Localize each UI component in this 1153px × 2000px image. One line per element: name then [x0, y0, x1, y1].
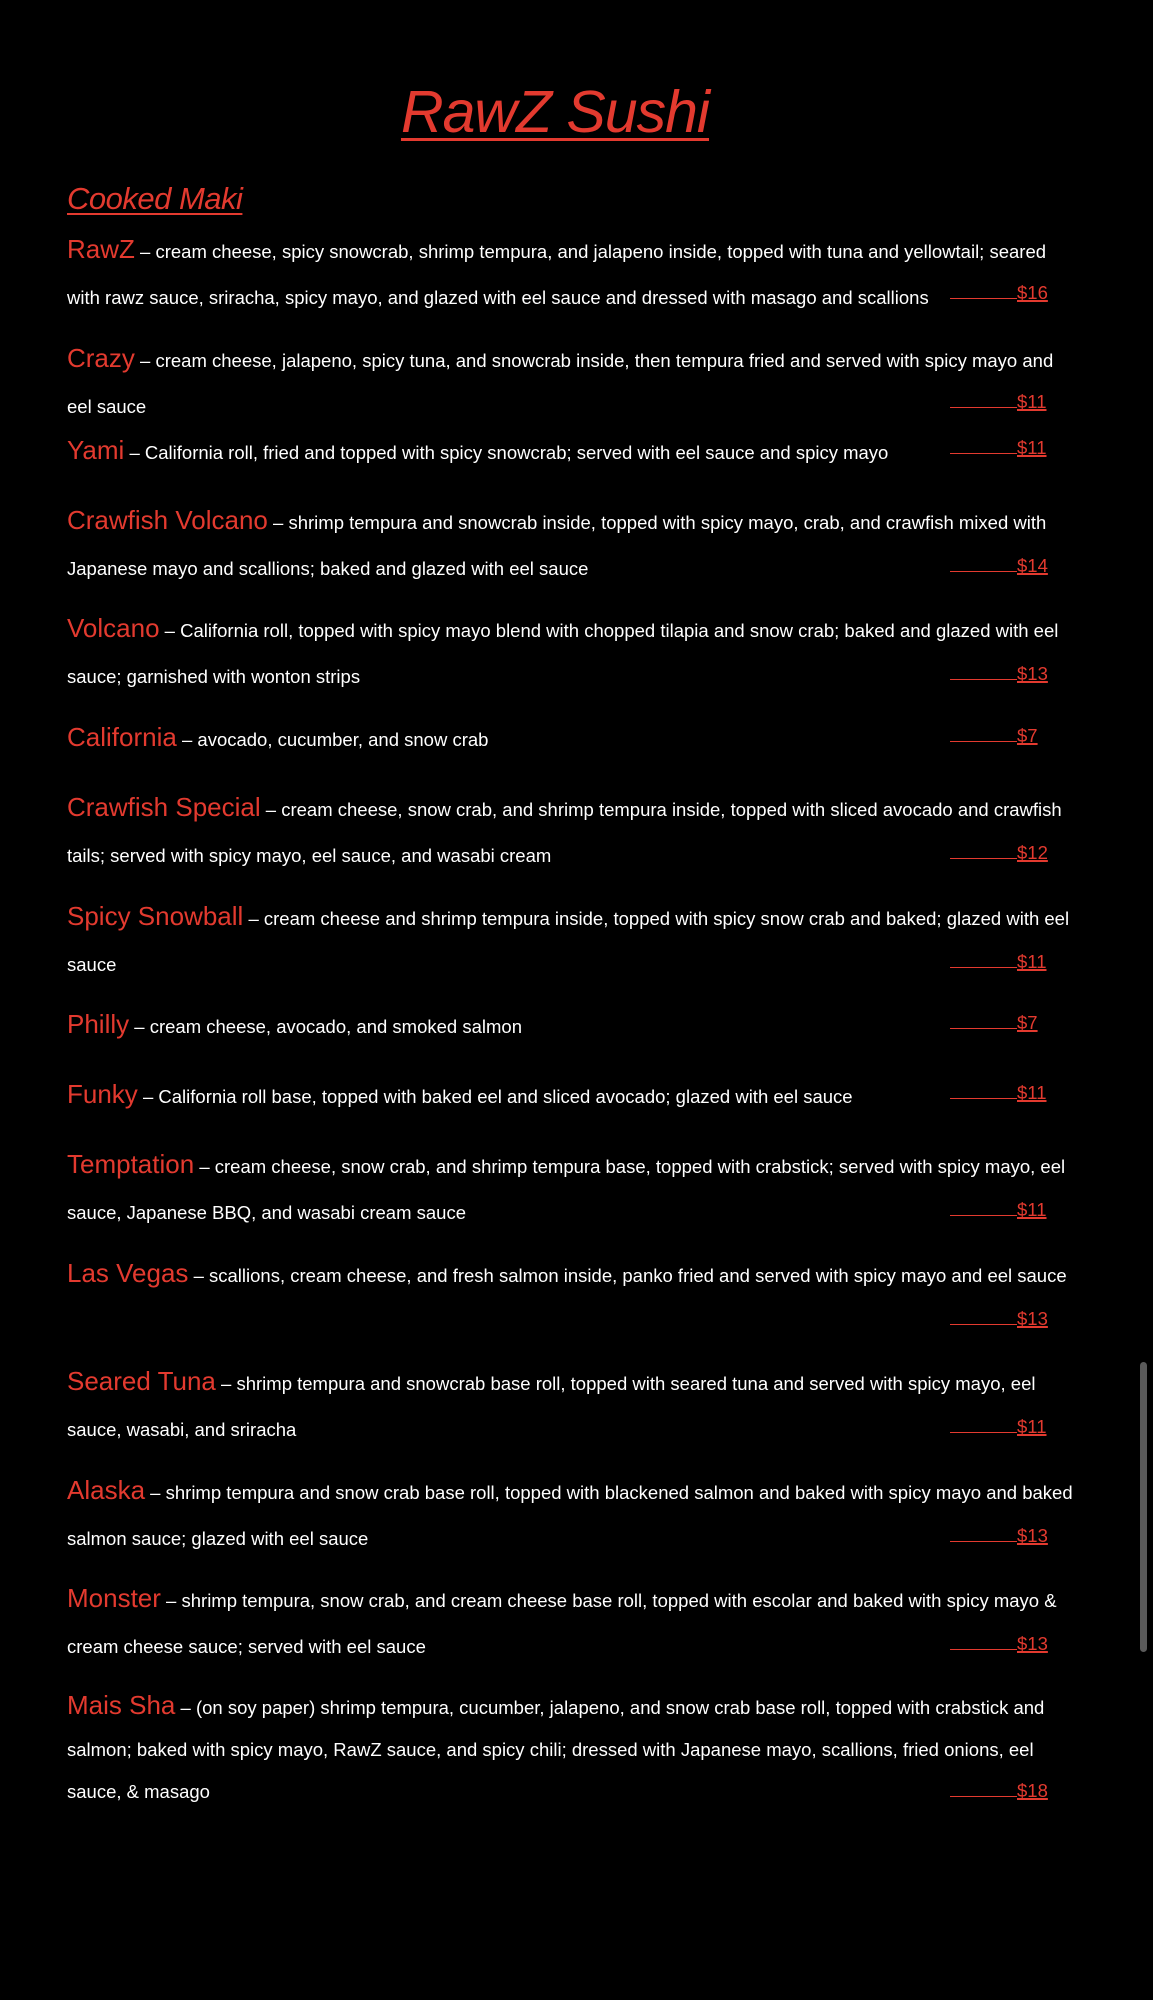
menu-item-description: cream cheese, snow crab, and shrimp tempura inside, topped with sliced avocado and crawfish tails; served with spicy mayo, eel sauce, and wasabi cream	[67, 799, 1062, 866]
menu-item-price: $7	[950, 725, 1050, 747]
menu-item-price: $16	[950, 282, 1050, 304]
menu-item-name: Monster	[67, 1583, 161, 1613]
vertical-scrollbar[interactable]	[1140, 1362, 1147, 1652]
menu-item-price: $11	[950, 1416, 1050, 1438]
menu-item: Crawfish Special – cream cheese, snow crab, and shrimp tempura inside, topped with sliced avocado and crawfish tails; served with spicy mayo, eel sauce, and wasabi cream	[67, 792, 1062, 866]
restaurant-title: RawZ Sushi	[400, 79, 710, 145]
menu-item-description: California roll, fried and topped with spicy snowcrab; served with eel sauce and spicy mayo	[144, 442, 889, 463]
menu-item-name: Volcano	[67, 613, 160, 643]
menu-item: Yami – California roll, fried and topped with spicy snowcrab; served with eel sauce and spicy mayo	[67, 435, 889, 465]
menu-item-description: California roll base, topped with baked eel and sliced avocado; glazed with eel sauce	[158, 1086, 853, 1107]
menu-item-price: $11	[950, 391, 1050, 413]
menu-item: Funky – California roll base, topped with baked eel and sliced avocado; glazed with eel sauce	[67, 1079, 853, 1109]
menu-item-description: cream cheese and shrimp tempura inside, topped with spicy snow crab and baked; glazed with eel sauce	[67, 908, 1070, 975]
menu-item: Mais Sha – (on soy paper) shrimp tempura, cucumber, jalapeno, and snow crab base roll, topped with crabstick and salmon; baked with spicy mayo, RawZ sauce, and spicy chili; dressed with Japanese mayo, scallions, fried onions, eel sauce, & masago	[67, 1690, 1045, 1802]
menu-item: Monster – shrimp tempura, snow crab, and cream cheese base roll, topped with escolar and baked with spicy mayo & cream cheese sauce; served with eel sauce	[67, 1583, 1057, 1657]
menu-item-price: $13	[950, 663, 1050, 685]
menu-item-description: (on soy paper) shrimp tempura, cucumber, jalapeno, and snow crab base roll, topped with crabstick and salmon; baked with spicy mayo, RawZ sauce, and spicy chili; dressed with Japanese mayo, scallions, fried onions, eel sauce, & masago	[67, 1697, 1045, 1802]
menu-item-name: Funky	[67, 1079, 138, 1109]
menu-item-price: $11	[950, 1082, 1050, 1104]
menu-item-price: $13	[950, 1308, 1050, 1330]
menu-item-name: Temptation	[67, 1149, 195, 1179]
menu-item: Las Vegas – scallions, cream cheese, and fresh salmon inside, panko fried and served with spicy mayo and eel sauce	[67, 1258, 1067, 1288]
menu-item: Philly – cream cheese, avocado, and smoked salmon	[67, 1009, 522, 1039]
menu-item-description: shrimp tempura and snowcrab inside, topped with spicy mayo, crab, and crawfish mixed with Japanese mayo and scallions; baked and glazed with eel sauce	[67, 512, 1047, 579]
menu-item: RawZ – cream cheese, spicy snowcrab, shrimp tempura, and jalapeno inside, topped with tuna and yellowtail; seared with rawz sauce, sriracha, spicy mayo, and glazed with eel sauce and dressed with masago and scallions	[67, 234, 1047, 308]
menu-item-description: cream cheese, avocado, and smoked salmon	[149, 1016, 522, 1037]
menu-item-description: California roll, topped with spicy mayo blend with chopped tilapia and snow crab; baked and glazed with eel sauce; garnished with wonton strips	[67, 620, 1059, 687]
menu-item-name: RawZ	[67, 234, 135, 264]
menu-item-name: Philly	[67, 1009, 130, 1039]
menu-item-price: $12	[950, 842, 1050, 864]
menu-item-description: shrimp tempura and snowcrab base roll, topped with seared tuna and served with spicy mayo, eel sauce, wasabi, and sriracha	[67, 1373, 1036, 1440]
menu-item: Temptation – cream cheese, snow crab, and shrimp tempura base, topped with crabstick; served with spicy mayo, eel sauce, Japanese BBQ, and wasabi cream sauce	[67, 1149, 1066, 1223]
menu-item-price: $7	[950, 1012, 1050, 1034]
menu-item-description: cream cheese, snow crab, and shrimp tempura base, topped with crabstick; served with spicy mayo, eel sauce, Japanese BBQ, and wasabi cream sauce	[67, 1156, 1066, 1223]
menu-item-description: avocado, cucumber, and snow crab	[197, 729, 489, 750]
menu-item-name: Seared Tuna	[67, 1366, 216, 1396]
menu-item-price: $11	[950, 951, 1050, 973]
menu-item-description: shrimp tempura and snow crab base roll, topped with blackened salmon and baked with spicy mayo and baked salmon sauce; glazed with eel sauce	[67, 1482, 1073, 1549]
menu-item: Crawfish Volcano – shrimp tempura and snowcrab inside, topped with spicy mayo, crab, and crawfish mixed with Japanese mayo and scallions; baked and glazed with eel sauce	[67, 505, 1047, 579]
menu-item-name: Yami	[67, 435, 125, 465]
menu-item-price: $18	[950, 1780, 1050, 1802]
menu-item: Volcano – California roll, topped with spicy mayo blend with chopped tilapia and snow crab; baked and glazed with eel sauce; garnished with wonton strips	[67, 613, 1059, 687]
menu-item-name: California	[67, 722, 177, 752]
menu-item-price: $11	[950, 1199, 1050, 1221]
menu-item-price: $11	[950, 437, 1050, 459]
menu-item-name: Mais Sha	[67, 1690, 176, 1720]
menu-item-name: Crawfish Special	[67, 792, 261, 822]
menu-item: Crazy – cream cheese, jalapeno, spicy tuna, and snowcrab inside, then tempura fried and served with spicy mayo and eel sauce	[67, 343, 1054, 417]
menu-item: California – avocado, cucumber, and snow crab	[67, 722, 489, 752]
menu-item-name: Spicy Snowball	[67, 901, 244, 931]
section-heading-cooked-maki: Cooked Maki	[67, 181, 243, 216]
menu-item-description: shrimp tempura, snow crab, and cream cheese base roll, topped with escolar and baked with spicy mayo & cream cheese sauce; served with eel sauce	[67, 1590, 1057, 1657]
menu-item: Seared Tuna – shrimp tempura and snowcrab base roll, topped with seared tuna and served with spicy mayo, eel sauce, wasabi, and sriracha	[67, 1366, 1036, 1440]
menu-item: Alaska – shrimp tempura and snow crab base roll, topped with blackened salmon and baked with spicy mayo and baked salmon sauce; glazed with eel sauce	[67, 1475, 1073, 1549]
menu-item-name: Crawfish Volcano	[67, 505, 268, 535]
menu-item: Spicy Snowball – cream cheese and shrimp tempura inside, topped with spicy snow crab and baked; glazed with eel sauce	[67, 901, 1070, 975]
menu-item-name: Alaska	[67, 1475, 146, 1505]
menu-item-name: Las Vegas	[67, 1258, 189, 1288]
menu-item-name: Crazy	[67, 343, 135, 373]
menu-item-description: cream cheese, jalapeno, spicy tuna, and snowcrab inside, then tempura fried and served with spicy mayo and eel sauce	[67, 350, 1054, 417]
menu-item-description: scallions, cream cheese, and fresh salmon inside, panko fried and served with spicy mayo and eel sauce	[209, 1265, 1067, 1286]
menu-item-description: cream cheese, spicy snowcrab, shrimp tempura, and jalapeno inside, topped with tuna and yellowtail; seared with rawz sauce, sriracha, spicy mayo, and glazed with eel sauce and dressed with masago and scallions	[67, 241, 1047, 308]
menu-item-price: $14	[950, 555, 1050, 577]
menu-item-price: $13	[950, 1525, 1050, 1547]
menu-item-price: $13	[950, 1633, 1050, 1655]
